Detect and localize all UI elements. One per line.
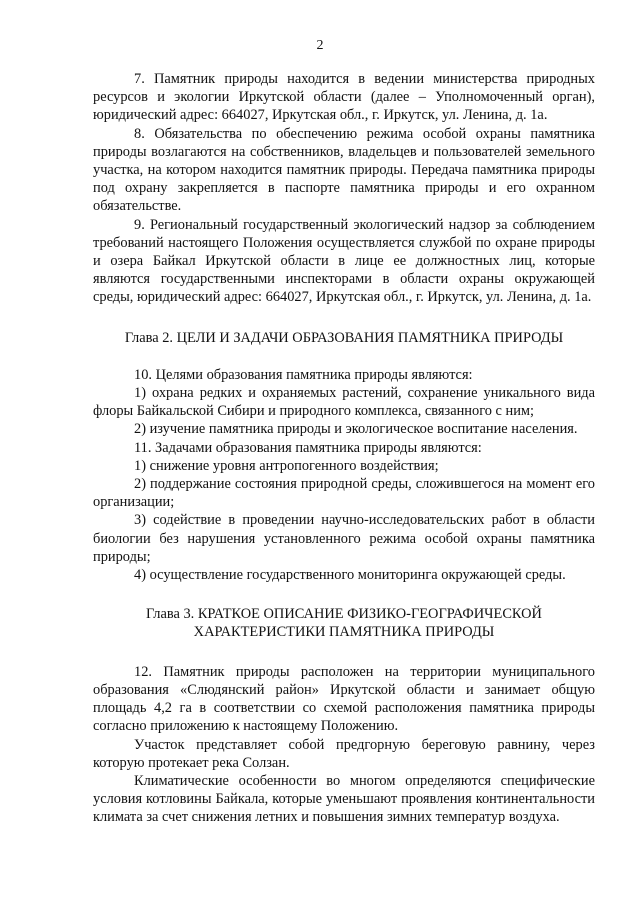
paragraph-12: 12. Памятник природы расположен на территории муниципального образования «Слюдянский район» Иркутской области и занимает общую площадь 4,2 га в соответствии со схемой расположения памятника природы согласно приложению к настоящему Положению. [93, 663, 595, 735]
paragraph-site-description: Участок представляет собой предгорную береговую равнину, через которую протекает река Солзан. [93, 736, 595, 771]
paragraph-climate: Климатические особенности во многом определяются специфические условия котловины Байкала, которые уменьшают проявления континентальности климата за счет снижения летних и повышения зимних температур воздуха. [93, 772, 595, 826]
paragraph-11-item-4: 4) осуществление государственного мониторинга окружающей среды. [134, 567, 566, 584]
paragraph-11: 11. Задачами образования памятника природы являются: [134, 439, 482, 456]
paragraph-10-item-1: 1) охрана редких и охраняемых растений, сохранение уникального вида флоры Байкальской Сибири и природного комплекса, связанного с ним; [93, 385, 595, 420]
chapter-3-heading-line-2: ХАРАКТЕРИСТИКИ ПАМЯТНИКА ПРИРОДЫ [193, 624, 495, 641]
paragraph-9: 9. Региональный государственный экологический надзор за соблюдением требований настоящего Положения осуществляется службой по охране природы и озера Байкал Иркутской области в лице ее должностных лиц, которые являются государственными инспекторами в области охраны окружающей среды, юридический адрес: 664027, Иркутская обл., г. Иркутск, ул. Ленина, д. 1а. [93, 216, 595, 306]
paragraph-11-item-3: 3) содействие в проведении научно-исследовательских работ в области биологии без нарушения установленного режима особой охраны памятника природы; [93, 512, 595, 565]
paragraph-7: 7. Памятник природы находится в ведении министерства природных ресурсов и экологии Иркутской области (далее – Уполномоченный орган), юридический адрес: 664027, Иркутская обл., г. Иркутск, ул. Ленина, д. 1а. [93, 71, 595, 124]
page-number: 2 [316, 38, 324, 53]
document-body [93, 70, 595, 827]
chapter-2-heading: Глава 2. ЦЕЛИ И ЗАДАЧИ ОБРАЗОВАНИЯ ПАМЯТНИКА ПРИРОДЫ [124, 329, 564, 346]
chapter-3-heading-line-1: Глава 3. КРАТКОЕ ОПИСАНИЕ ФИЗИКО-ГЕОГРАФИЧЕСКОЙ [146, 606, 542, 623]
paragraph-10: 10. Целями образования памятника природы являются: [134, 366, 473, 383]
paragraph-11-item-1: 1) снижение уровня антропогенного воздействия; [134, 457, 439, 474]
paragraph-10-item-2: 2) изучение памятника природы и экологическое воспитание населения. [134, 421, 578, 438]
paragraph-8: 8. Обязательства по обеспечению режима особой охраны памятника природы возлагаются на собственников, владельцев и пользователей земельного участка, на котором находится памятник природы. Передача памятника природы под охрану закрепляется в паспорте памятника природы и его охранном обязательстве. [93, 125, 595, 215]
paragraph-11-item-2: 2) поддержание состояния природной среды, сложившегося на момент его организации; [93, 476, 595, 511]
